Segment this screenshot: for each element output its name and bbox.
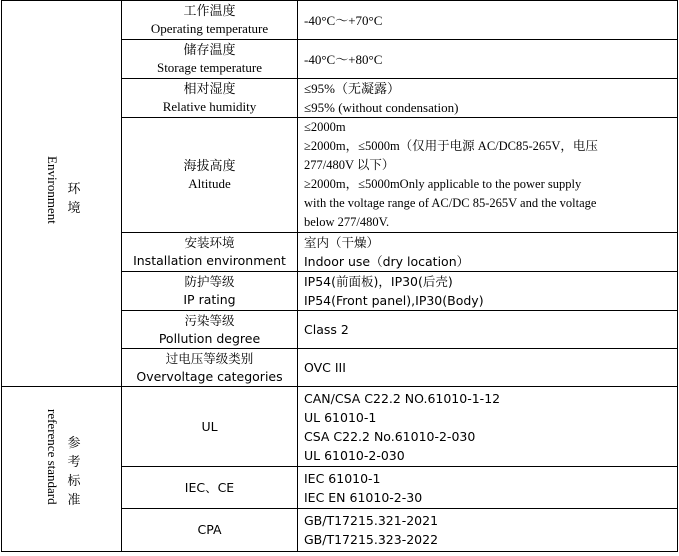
table-row xyxy=(2,387,678,467)
spec-table xyxy=(1,0,678,552)
value-line: Indoor use（dry location） xyxy=(304,254,470,269)
value-line: 277/480V 以下） xyxy=(304,158,395,172)
value-line: ≤95% (without condensation) xyxy=(304,100,459,115)
value-pollution-degree xyxy=(298,311,678,349)
label-zh: 防护等级 xyxy=(184,274,235,289)
label-en: Storage temperature xyxy=(156,60,263,75)
label-zh: 相对湿度 xyxy=(183,81,236,96)
value-line: GB/T17215.323-2022 xyxy=(304,532,439,547)
label-en: Relative humidity xyxy=(162,99,257,114)
category-label-en: Environment xyxy=(45,156,60,224)
value-cpa xyxy=(298,509,678,552)
table-row xyxy=(2,1,678,40)
label-en: Installation environment xyxy=(133,253,286,268)
label-installation-environment xyxy=(122,233,298,272)
value-iec-ce xyxy=(298,467,678,509)
value-line: with the voltage range of AC/DC 85-265V and the voltage xyxy=(304,196,597,210)
label-text: UL xyxy=(201,418,218,434)
label-zh: 过电压等级类别 xyxy=(165,350,254,366)
category-cell-reference xyxy=(2,387,122,552)
label-zh: 工作温度 xyxy=(183,3,236,18)
value-line: below 277/480V. xyxy=(304,215,390,229)
label-en: IP rating xyxy=(183,292,236,307)
value-relative-humidity xyxy=(298,79,678,118)
label-storage-temperature xyxy=(122,40,298,79)
label-zh: 储存温度 xyxy=(183,42,236,57)
value-line: UL 61010-2-030 xyxy=(304,447,405,463)
label-ip-rating xyxy=(122,272,298,311)
category-label-en: reference standard xyxy=(45,409,60,505)
value-line: CSA C22.2 No.61010-2-030 xyxy=(304,428,476,444)
label-iec-ce xyxy=(122,467,298,509)
value-line: GB/T17215.321-2021 xyxy=(304,513,439,528)
value-line: ≤2000m xyxy=(304,120,346,134)
label-altitude xyxy=(122,118,298,233)
value-overvoltage-categories xyxy=(298,349,678,387)
value-ul xyxy=(298,387,678,467)
label-en: Operating temperature xyxy=(150,21,269,36)
label-text: IEC、CE xyxy=(184,479,235,495)
label-text: CPA xyxy=(197,522,222,537)
value-line: OVC III xyxy=(304,360,346,375)
value-line: ≥2000m，≤5000m（仅用于电源 AC/DC85-265V，电压 xyxy=(304,139,598,153)
value-line: IP54(Front panel),IP30(Body) xyxy=(304,293,484,308)
category-cell-environment xyxy=(2,1,122,387)
category-label-zh: 环境 xyxy=(67,181,81,215)
label-zh: 污染等级 xyxy=(184,312,235,328)
label-zh: 安装环境 xyxy=(184,235,235,250)
label-cpa xyxy=(122,509,298,552)
value-line: -40°C～+70°C xyxy=(304,12,383,28)
value-installation-environment xyxy=(298,233,678,272)
value-line: IP54(前面板)，IP30(后壳) xyxy=(304,274,453,289)
value-line: ≤95%（无凝露） xyxy=(304,81,400,96)
value-line: IEC EN 61010-2-30 xyxy=(304,489,423,505)
value-altitude xyxy=(298,118,678,233)
label-zh: 海拔高度 xyxy=(183,158,236,173)
value-line: Class 2 xyxy=(304,322,349,337)
label-en: Altitude xyxy=(188,176,231,191)
value-line: 室内（干燥） xyxy=(304,235,380,250)
label-relative-humidity xyxy=(122,79,298,118)
value-storage-temperature xyxy=(298,40,678,79)
label-overvoltage-categories xyxy=(122,349,298,387)
value-ip-rating xyxy=(298,272,678,311)
value-line: IEC 61010-1 xyxy=(304,470,381,486)
label-ul xyxy=(122,387,298,467)
value-line: UL 61010-1 xyxy=(304,409,377,425)
value-line: ≥2000m，≤5000mOnly applicable to the power supply xyxy=(304,177,582,191)
category-label-zh: 参考标准 xyxy=(67,435,81,507)
label-en: Overvoltage categories xyxy=(136,368,283,384)
value-operating-temperature xyxy=(298,1,678,40)
label-en: Pollution degree xyxy=(158,330,261,346)
label-pollution-degree xyxy=(122,311,298,349)
value-line: -40°C～+80°C xyxy=(304,51,383,67)
label-operating-temperature xyxy=(122,1,298,40)
value-line: CAN/CSA C22.2 NO.61010-1-12 xyxy=(304,390,501,406)
